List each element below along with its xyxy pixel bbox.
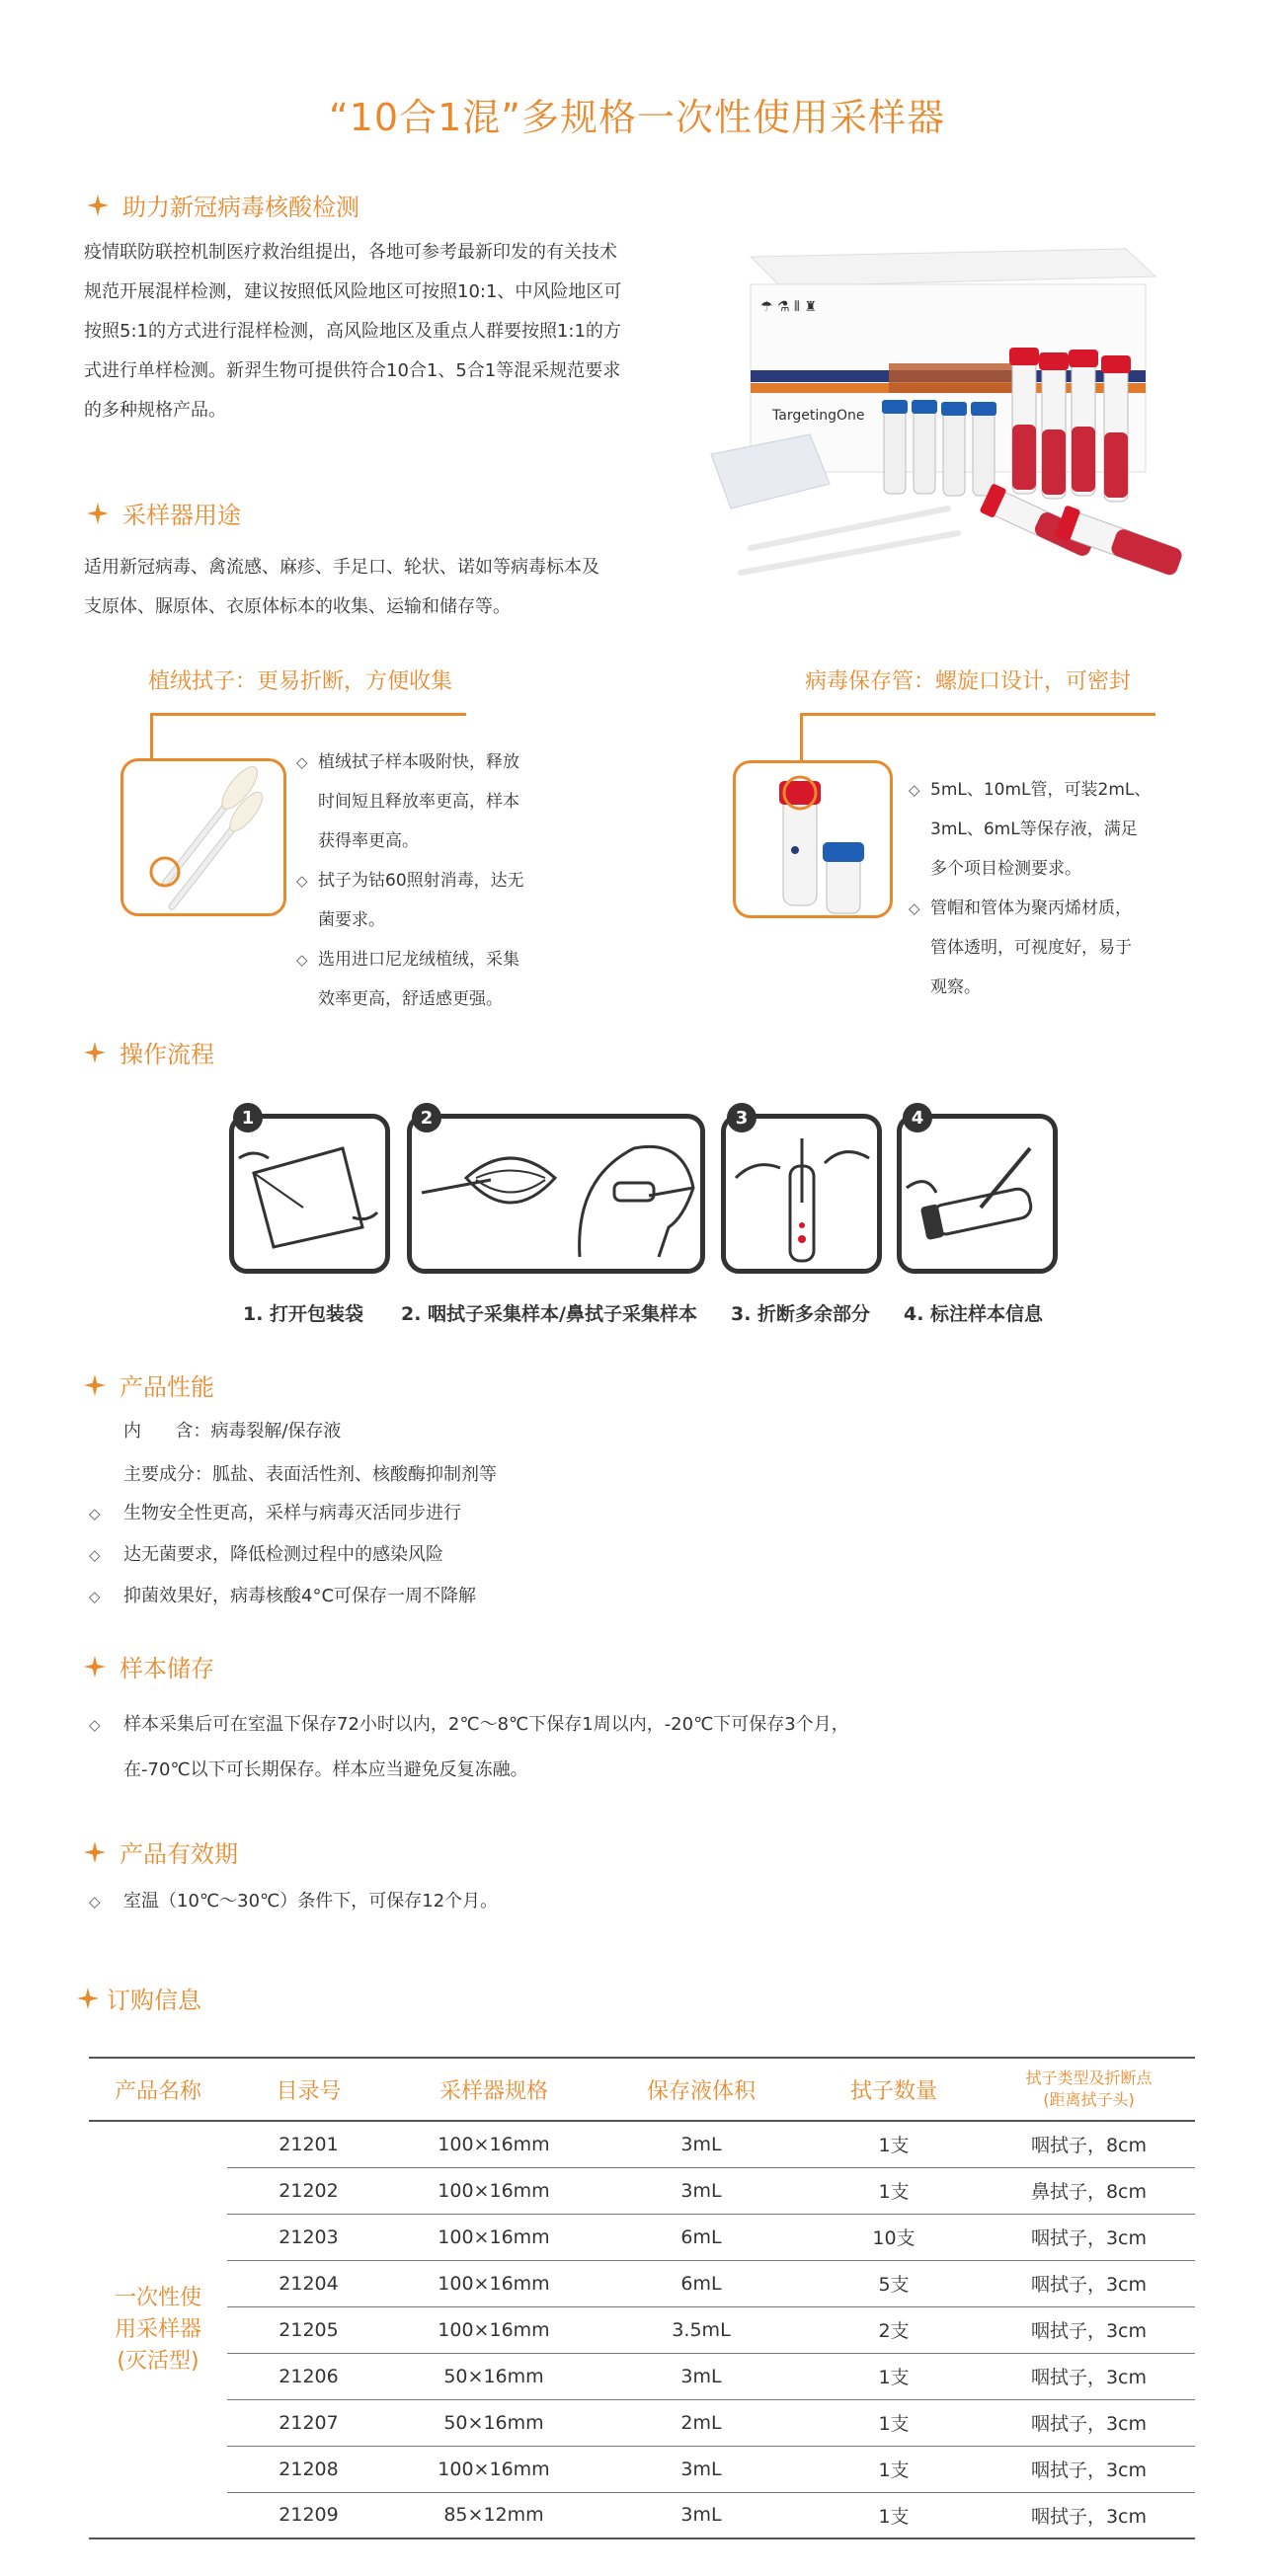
table-row (89, 2260, 1195, 2306)
sparkle-icon (87, 195, 109, 216)
performance-bullets (89, 1493, 476, 1617)
product-name-line: (灭活型) (117, 2348, 199, 2374)
table-header-row (89, 2058, 1195, 2121)
swab-count-cell: 1支 (805, 2446, 983, 2492)
swab-type-cell: 咽拭子，3cm (983, 2399, 1195, 2446)
header-swab-type-line: 拭子类型及折断点 (1025, 2069, 1153, 2087)
diamond-bullet-icon: ◇ (296, 951, 308, 969)
spec-cell: 50×16mm (390, 2353, 597, 2399)
storage-text (89, 1702, 849, 1793)
sparkle-icon (84, 1374, 106, 1396)
tube-feature-line: 管体透明，可视度好，易于 (930, 938, 1132, 958)
tube-feature-list (909, 770, 1205, 1007)
tube-feature-line: 5mL、10mL管，可装2mL、 (930, 780, 1152, 800)
step-1-label: 1. 打开包装袋 (243, 1303, 364, 1325)
performance-bullet: 达无菌要求，降低检测过程中的感染风险 (123, 1544, 443, 1565)
spec-cell: 100×16mm (390, 2260, 597, 2306)
diamond-bullet-icon: ◇ (296, 872, 308, 890)
swab-feature-line: 植绒拭子样本吸附快，释放 (318, 752, 519, 772)
step-1-illustration (229, 1114, 390, 1274)
step-4-label: 4. 标注样本信息 (904, 1303, 1044, 1325)
box-brand-text: TargetingOne (772, 408, 865, 424)
section-heading-usage (87, 496, 241, 530)
diamond-bullet-icon: ◇ (909, 781, 920, 799)
swab-type-cell: 咽拭子，8cm (983, 2121, 1195, 2167)
section-heading-text: 助力新冠病毒核酸检测 (122, 194, 359, 221)
table-row (89, 2167, 1195, 2214)
sparkle-icon (84, 1841, 106, 1863)
swab-feature-line: 效率更高，舒适感更强。 (318, 989, 503, 1009)
diamond-bullet-icon: ◇ (89, 1546, 101, 1564)
performance-ingredient-line: 主要成分：胍盐、表面活性剂、核酸酶抑制剂等 (123, 1464, 497, 1485)
swab-count-cell: 10支 (805, 2214, 983, 2260)
volume-cell: 6mL (597, 2214, 805, 2260)
performance-bullet: 抑菌效果好，病毒核酸4°C可保存一周不降解 (123, 1586, 477, 1606)
volume-cell: 3mL (597, 2492, 805, 2538)
section-heading-performance (84, 1367, 214, 1402)
section-heading-text: 采样器用途 (122, 502, 241, 529)
page-title: “10合1混”多规格一次性使用采样器 (329, 96, 945, 139)
section-heading-validity (84, 1834, 238, 1869)
volume-cell: 3mL (597, 2353, 805, 2399)
swab-type-cell: 鼻拭子，8cm (983, 2167, 1195, 2214)
catalog-cell: 21209 (227, 2492, 390, 2538)
diamond-bullet-icon: ◇ (89, 1588, 101, 1605)
header-swab-type-subline: (距离拭子头) (1043, 2090, 1135, 2109)
swab-feature-line: 拭子为钴60照射消毒，达无 (318, 871, 524, 891)
volume-cell: 3mL (597, 2446, 805, 2492)
step-2-illustration (407, 1114, 705, 1274)
swab-feature-line: 获得率更高。 (318, 831, 419, 851)
swab-count-cell: 1支 (805, 2167, 983, 2214)
catalog-cell: 21202 (227, 2167, 390, 2214)
volume-cell: 3mL (597, 2121, 805, 2167)
swab-type-cell: 咽拭子，3cm (983, 2446, 1195, 2492)
validity-line: 室温（10℃～30℃）条件下，可保存12个月。 (123, 1891, 499, 1912)
sparkle-icon (84, 1042, 106, 1063)
tube-feature-line: 3mL、6mL等保存液，满足 (930, 820, 1138, 839)
catalog-cell: 21205 (227, 2306, 390, 2353)
spec-cell: 100×16mm (390, 2446, 597, 2492)
step-3-label: 3. 折断多余部分 (731, 1303, 871, 1325)
tube-feature-line: 观察。 (930, 977, 981, 997)
catalog-cell: 21204 (227, 2260, 390, 2306)
catalog-cell: 21201 (227, 2121, 390, 2167)
diamond-bullet-icon: ◇ (89, 1716, 101, 1734)
spec-cell: 85×12mm (390, 2492, 597, 2538)
diamond-bullet-icon: ◇ (296, 753, 308, 771)
table-row (89, 2306, 1195, 2353)
catalog-cell: 21203 (227, 2214, 390, 2260)
section-heading-text: 操作流程 (119, 1041, 214, 1068)
swab-image-box (120, 758, 286, 916)
swab-count-cell: 1支 (805, 2492, 983, 2538)
step-1-number-badge: 1 (233, 1103, 263, 1132)
step-3-illustration (721, 1114, 882, 1274)
swab-callout-title: 植绒拭子：更易折断，方便收集 (148, 669, 453, 694)
diamond-bullet-icon: ◇ (909, 899, 920, 917)
swab-count-cell: 5支 (805, 2260, 983, 2306)
swab-count-cell: 1支 (805, 2353, 983, 2399)
sparkle-icon (84, 1656, 106, 1678)
product-name-cell (89, 2121, 227, 2538)
section-heading-text: 订购信息 (107, 1987, 201, 2014)
table-row (89, 2121, 1195, 2167)
paragraph-line: 支原体、脲原体、衣原体标本的收集、运输和储存等。 (84, 596, 511, 617)
order-info-table (89, 2057, 1195, 2539)
step-2-label: 2. 咽拭子采集样本/鼻拭子采集样本 (401, 1303, 697, 1325)
header-swab-count: 拭子数量 (805, 2058, 983, 2121)
paragraph-line: 式进行单样检测。新羿生物可提供符合10合1、5合1等混采规范要求 (84, 360, 621, 381)
section-heading-text: 产品有效期 (119, 1840, 238, 1868)
svg-text:☂ ⚗ ⫴ ♜: ☂ ⚗ ⫴ ♜ (760, 299, 817, 315)
section-heading-text: 样本储存 (119, 1655, 214, 1682)
table-row (89, 2446, 1195, 2492)
step-3-number-badge: 3 (727, 1103, 756, 1132)
step-4-number-badge: 4 (903, 1103, 932, 1132)
header-volume: 保存液体积 (597, 2058, 805, 2121)
swab-type-cell: 咽拭子，3cm (983, 2214, 1195, 2260)
section-heading-storage (84, 1649, 214, 1683)
spec-cell: 100×16mm (390, 2306, 597, 2353)
section-heading-operation (84, 1035, 214, 1069)
table-row (89, 2214, 1195, 2260)
volume-cell: 3.5mL (597, 2306, 805, 2353)
swab-count-cell: 2支 (805, 2306, 983, 2353)
volume-cell: 6mL (597, 2260, 805, 2306)
swab-feature-list (296, 742, 583, 1019)
step-2-number-badge: 2 (412, 1103, 441, 1132)
table-row (89, 2492, 1195, 2538)
swab-type-cell: 咽拭子，3cm (983, 2492, 1195, 2538)
swab-count-cell: 1支 (805, 2399, 983, 2446)
product-name-line: 一次性使 (114, 2285, 201, 2310)
paragraph-line: 疫情联防联控机制医疗救治组提出，各地可参考最新印发的有关技术 (84, 242, 617, 263)
header-swab-type (983, 2058, 1195, 2121)
step-4-illustration (897, 1114, 1058, 1274)
storage-line: 样本采集后可在室温下保存72小时以内，2℃～8℃下保存1周以内，-20℃下可保存3个月， (123, 1714, 849, 1735)
swab-callout-line (150, 713, 466, 716)
catalog-cell: 21206 (227, 2353, 390, 2399)
section-heading-text: 产品性能 (119, 1373, 214, 1401)
performance-content-line: 内 含：病毒裂解/保存液 (123, 1421, 342, 1442)
swab-feature-line: 选用进口尼龙绒植绒，采集 (318, 950, 519, 970)
spec-cell: 100×16mm (390, 2214, 597, 2260)
catalog-cell: 21207 (227, 2399, 390, 2446)
spec-cell: 100×16mm (390, 2167, 597, 2214)
product-photo (691, 237, 1205, 602)
swab-type-cell: 咽拭子，3cm (983, 2260, 1195, 2306)
spec-cell: 50×16mm (390, 2399, 597, 2446)
diamond-bullet-icon: ◇ (89, 1893, 101, 1911)
header-product-name: 产品名称 (89, 2058, 227, 2121)
sparkle-icon (77, 1988, 99, 2009)
table-row (89, 2353, 1195, 2399)
tube-callout-line (800, 713, 1155, 716)
paragraph-line: 按照5:1的方式进行混样检测，高风险地区及重点人群要按照1:1的方 (84, 321, 621, 342)
tube-feature-line: 管帽和管体为聚丙烯材质， (930, 898, 1132, 918)
volume-cell: 3mL (597, 2167, 805, 2214)
swab-type-cell: 咽拭子，3cm (983, 2353, 1195, 2399)
paragraph-line: 的多种规格产品。 (84, 400, 226, 421)
header-spec: 采样器规格 (390, 2058, 597, 2121)
paragraph-line: 规范开展混样检测，建议按照低风险地区可按照10:1、中风险地区可 (84, 281, 622, 302)
detection-paragraph (84, 233, 686, 430)
swab-feature-line: 时间短且释放率更高，样本 (318, 792, 519, 812)
spec-cell: 100×16mm (390, 2121, 597, 2167)
swab-count-cell: 1支 (805, 2121, 983, 2167)
tube-callout-title: 病毒保存管：螺旋口设计，可密封 (805, 669, 1132, 694)
section-heading-ordering (77, 1981, 201, 2015)
volume-cell: 2mL (597, 2399, 805, 2446)
sparkle-icon (87, 503, 109, 524)
header-catalog-no: 目录号 (227, 2058, 390, 2121)
validity-text (89, 1881, 498, 1922)
tube-image-box (733, 760, 893, 918)
table-row (89, 2399, 1195, 2446)
performance-bullet: 生物安全性更高，采样与病毒灭活同步进行 (123, 1503, 461, 1523)
catalog-cell: 21208 (227, 2446, 390, 2492)
paragraph-line: 适用新冠病毒、禽流感、麻疹、手足口、轮状、诺如等病毒标本及 (84, 557, 599, 578)
product-name-line: 用采样器 (114, 2316, 201, 2342)
usage-paragraph (84, 548, 716, 627)
section-heading-detection (87, 188, 359, 222)
swab-feature-line: 菌要求。 (318, 910, 385, 930)
tube-feature-line: 多个项目检测要求。 (930, 859, 1081, 879)
storage-line: 在-70℃以下可长期保存。样本应当避免反复冻融。 (123, 1759, 528, 1780)
diamond-bullet-icon: ◇ (89, 1505, 101, 1522)
swab-type-cell: 咽拭子，3cm (983, 2306, 1195, 2353)
